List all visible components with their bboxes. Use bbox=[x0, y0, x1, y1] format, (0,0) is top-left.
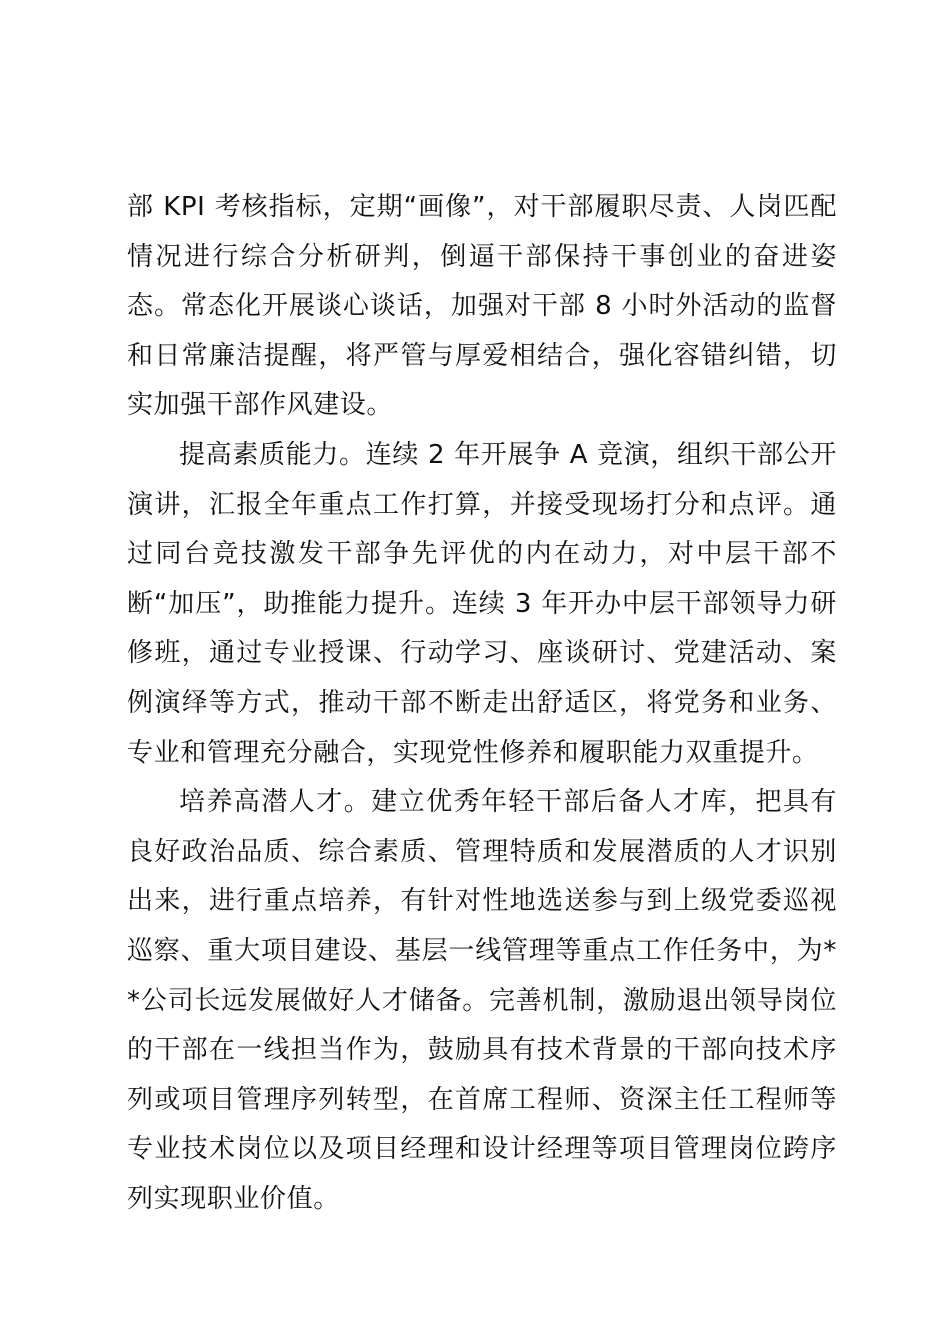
paragraph-cadre-supervision: 部 KPI 考核指标，定期“画像”，对干部履职尽责、人岗匹配情况进行综合分析研判，倒逼干部保持干事创业的奋进姿态。常态化开展谈心谈话，加强对干部 8 小时外活动的监督和日常廉洁提醒，将严管与厚爱相结合，强化容错纠错，切实加强干部作风建设。 bbox=[127, 192, 837, 421]
document-page bbox=[127, 183, 837, 1224]
paragraph-cultivate-talent: 培养高潜人才。建立优秀年轻干部后备人才库，把具有良好政治品质、综合素质、管理特质和发展潜质的人才识别出来，进行重点培养，有针对性地选送参与到上级党委巡视巡察、重大项目建设、基层一线管理等重点工作任务中，为**公司长远发展做好人才储备。完善机制，激励退出领导岗位的干部在一线担当作为，鼓励具有技术背景的干部向技术序列或项目管理序列转型，在首席工程师、资深主任工程师等专业技术岗位以及项目经理和设计经理等项目管理岗位跨序列实现职业价值。 bbox=[127, 787, 837, 1214]
paragraph-improve-competence: 提高素质能力。连续 2 年开展争 A 竞演，组织干部公开演讲，汇报全年重点工作打算，并接受现场打分和点评。通过同台竞技激发干部争先评优的内在动力，对中层干部不断“加压”，助推能力提升。连续 3 年开办中层干部领导力研修班，通过专业授课、行动学习、座谈研讨、党建活动、案例演绎等方式，推动干部不断走出舒适区，将党务和业务、专业和管理充分融合，实现党性修养和履职能力双重提升。 bbox=[127, 439, 837, 768]
